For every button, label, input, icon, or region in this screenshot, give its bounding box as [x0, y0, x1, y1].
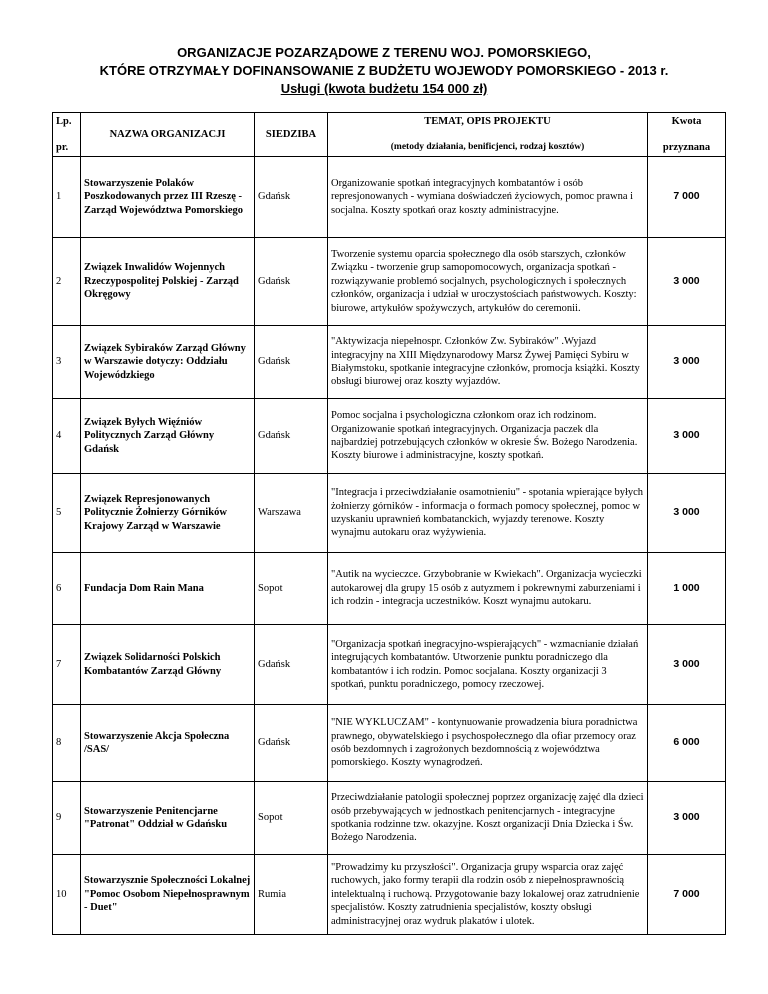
row-amount: 3 000 — [648, 625, 726, 705]
table-row — [53, 705, 726, 782]
table-row — [53, 782, 726, 855]
row-seat: Gdańsk — [255, 399, 328, 474]
row-amount: 3 000 — [648, 326, 726, 399]
row-lp: 10 — [53, 855, 81, 935]
row-seat: Sopot — [255, 782, 328, 855]
row-description: "Prowadzimy ku przyszłości". Organizacja grupy wsparcia oraz zajęć ruchowych, jako formy terapii dla rodzin osób z niepełnosprawnością intelektualną i ruchową. Przygotowanie bazy lokalowej oraz zatrudnienie specjalistów. Koszty zatrudnienia specjalistów, koszty obsługi administracyjnej oraz wydruk plakatów i ulotek. — [328, 855, 648, 935]
row-seat: Gdańsk — [255, 705, 328, 782]
row-seat: Warszawa — [255, 474, 328, 553]
row-organization: Fundacja Dom Rain Mana — [81, 553, 255, 625]
row-organization: Stowarzysznie Społeczności Lokalnej "Pomoc Osobom Niepełnosprawnym - Duet" — [81, 855, 255, 935]
header-amount: Kwota przyznana — [648, 113, 726, 157]
row-seat: Gdańsk — [255, 238, 328, 326]
row-description: "Integracja i przeciwdziałanie osamotnieniu" - spotania wpierające byłych żołnierzy górników - informacja o formach pomocy społecznej, pomoc w uzyskaniu uprawnień kombatanckich, wyjazdy terenowe. Koszty wynajmu autokaru oraz wyżywienia. — [328, 474, 648, 553]
table-row — [53, 553, 726, 625]
row-description: Organizowanie spotkań integracyjnych kombatantów i osób represjonowanych - wymiana doświadczeń życiowych, pomoc prawna i socjalna. Koszty spotkań oraz koszty administracyjne. — [328, 157, 648, 238]
row-lp: 9 — [53, 782, 81, 855]
row-amount: 1 000 — [648, 553, 726, 625]
row-amount: 3 000 — [648, 238, 726, 326]
row-seat: Gdańsk — [255, 625, 328, 705]
document-title-line1: ORGANIZACJE POZARZĄDOWE Z TERENU WOJ. POMORSKIEGO, — [177, 45, 591, 60]
header-lp: Lp. pr. — [53, 113, 81, 157]
header-seat: SIEDZIBA — [255, 113, 328, 157]
table-header-row — [53, 113, 726, 157]
document-subtitle: Usługi (kwota budżetu 154 000 zł) — [280, 81, 488, 96]
row-description: Tworzenie systemu oparcia społecznego dla osób starszych, członków Związku - tworzenie grup samopomocowych, organizacja spotkań - rozwiązywanie problemó socjalnych, psychologicznych i społecznych członków, organizacja i udział w uroczystościach państwowych. Koszty: biurowe, artykułów spożywczych, artykułów do ceremonii. — [328, 238, 648, 326]
row-amount: 6 000 — [648, 705, 726, 782]
header-topic: TEMAT, OPIS PROJEKTU (metody działania, benificjenci, rodzaj kosztów) — [328, 113, 648, 157]
row-lp: 7 — [53, 625, 81, 705]
row-description: Pomoc socjalna i psychologiczna członkom oraz ich rodzinom. Organizowanie spotkań integracyjnych. Organizacja paczek dla najbardziej potrzebujących członków w okresie Św. Bożego Narodzenia. Koszty biurowe i administracyjne, koszty spotkań. — [328, 399, 648, 474]
row-amount: 3 000 — [648, 782, 726, 855]
grants-table — [52, 112, 726, 935]
row-seat: Sopot — [255, 553, 328, 625]
row-lp: 6 — [53, 553, 81, 625]
table-row — [53, 474, 726, 553]
row-organization: Stowarzyszenie Polaków Poszkodowanych przez III Rzeszę - Zarząd Województwa Pomorskiego — [81, 157, 255, 238]
row-lp: 8 — [53, 705, 81, 782]
row-seat: Rumia — [255, 855, 328, 935]
row-amount: 3 000 — [648, 399, 726, 474]
row-lp: 4 — [53, 399, 81, 474]
row-organization: Stowarzyszenie Penitencjarne "Patronat" Oddział w Gdańsku — [81, 782, 255, 855]
row-amount: 3 000 — [648, 474, 726, 553]
row-amount: 7 000 — [648, 855, 726, 935]
table-row — [53, 157, 726, 238]
row-description: Przeciwdziałanie patologii społecznej poprzez organizację zajęć dla dzieci osób przebywających w jednostkach penitencjarnych - integracyjne spotkania rodzinne tzw. okazyjne. Koszt organizacji Dnia Dziecka i Św. Bożego Narodzenia. — [328, 782, 648, 855]
row-description: "Organizacja spotkań inegracyjno-wspierających" - wzmacnianie działań integrujących kombatantów. Utworzenie punktu poradniczego dla kombatantów i ich rodzin. Pomoc socjalana. Koszty organizacji 3 spotkań, punktu poradniczego, pomocy rzeczowej. — [328, 625, 648, 705]
row-lp: 3 — [53, 326, 81, 399]
row-organization: Związek Represjonowanych Politycznie Żołnierzy Górników Krajowy Zarząd w Warszawie — [81, 474, 255, 553]
row-seat: Gdańsk — [255, 157, 328, 238]
row-organization: Związek Sybiraków Zarząd Główny w Warszawie dotyczy: Oddziału Wojewódzkiego — [81, 326, 255, 399]
table-row — [53, 855, 726, 935]
row-organization: Związek Byłych Więźniów Politycznych Zarząd Główny Gdańsk — [81, 399, 255, 474]
document-title-line2: KTÓRE OTRZYMAŁY DOFINANSOWANIE Z BUDŻETU WOJEWODY POMORSKIEGO - 2013 r. — [99, 63, 669, 78]
row-lp: 5 — [53, 474, 81, 553]
header-org: NAZWA ORGANIZACJI — [81, 113, 255, 157]
table-row — [53, 399, 726, 474]
row-seat: Gdańsk — [255, 326, 328, 399]
row-organization: Stowarzyszenie Akcja Społeczna /SAS/ — [81, 705, 255, 782]
row-lp: 2 — [53, 238, 81, 326]
row-organization: Związek Inwalidów Wojennych Rzeczypospolitej Polskiej - Zarząd Okręgowy — [81, 238, 255, 326]
row-description: "NIE WYKLUCZAM" - kontynuowanie prowadzenia biura poradnictwa prawnego, obywatelskiego i psychospołecznego dla ofiar przemocy oraz osób bezdomnych i zagrożonych bezdomnością z województwa pomorskiego. Koszty wynagrodzeń. — [328, 705, 648, 782]
row-description: "Autik na wycieczce. Grzybobranie w Kwiekach". Organizacja wycieczki autokarowej dla grupy 15 osób z autyzmem i pokrewnymi zaburzeniami i ich rodzin - integracja uczestników. Koszt wynajmu autokaru. — [328, 553, 648, 625]
row-organization: Związek Solidarności Polskich Kombatantów Zarząd Główny — [81, 625, 255, 705]
row-lp: 1 — [53, 157, 81, 238]
row-description: "Aktywizacja niepełnospr. Członków Zw. Sybiraków" .Wyjazd integracyjny na XIII Międzynarodowy Marsz Żywej Pamięci Sybiru w Białymstoku, spotkanie integracyjne członków, promocja książki. Koszty obsługi biurowej oraz koszty wyjazdów. — [328, 326, 648, 399]
table-row — [53, 625, 726, 705]
row-amount: 7 000 — [648, 157, 726, 238]
table-row — [53, 238, 726, 326]
table-row — [53, 326, 726, 399]
